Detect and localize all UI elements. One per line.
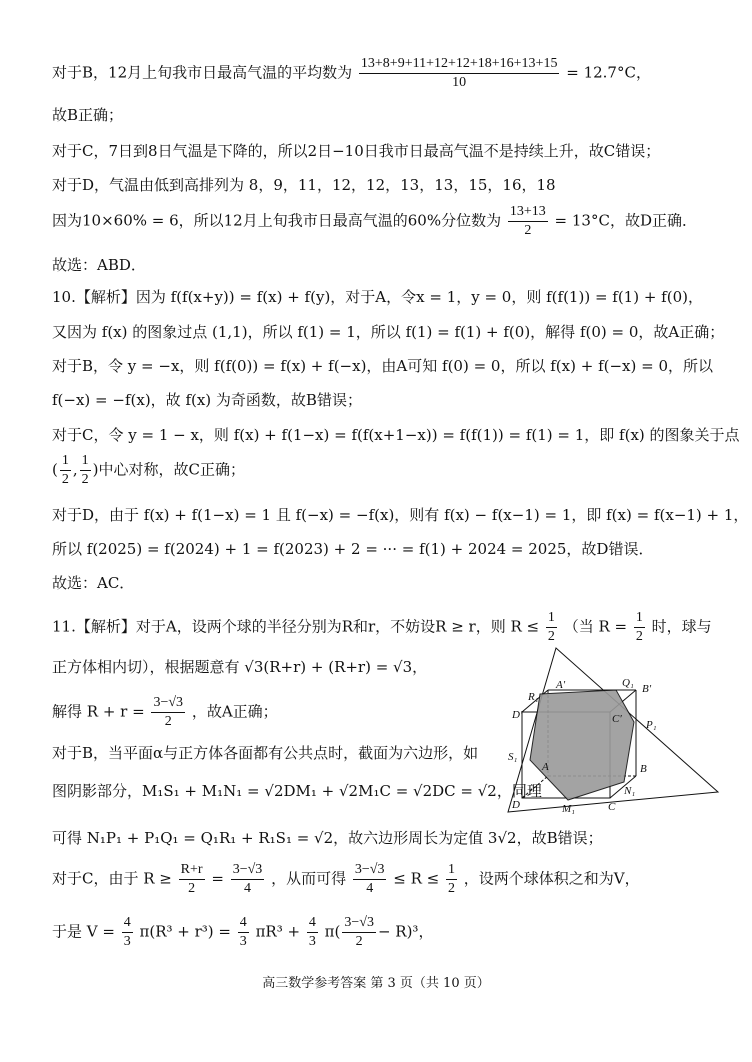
fraction: [60, 452, 71, 489]
numerator: 4: [307, 914, 318, 933]
text-line: [52, 914, 433, 951]
numerator: 1: [546, 609, 557, 628]
denominator: 2: [547, 629, 555, 644]
fraction: [179, 861, 205, 898]
text-line: 所以 f(2025) = f(2024) + 1 = f(2023) + 2 = ··· = f(1) + 2024 = 2025，故D错误．: [52, 540, 654, 558]
label-S1: S₁: [508, 751, 518, 763]
denominator: 4: [366, 881, 374, 896]
text-line: 对于C，令 y = 1 − x，则 f(x) + f(1−x) = f(f(x+1−x)) = f(f(1)) = f(1) = 1，即 f(x) 的图象关于点: [52, 426, 740, 444]
denominator: 2: [188, 881, 196, 896]
text: ，设两个球体积之和为V，: [463, 869, 640, 888]
denominator: 2: [355, 934, 363, 949]
fraction: [122, 914, 133, 951]
numerator: 1: [60, 452, 71, 471]
text: 11.【解析】对于A，设两个球的半径分别为R和r，不妨设R ≥ r，则 R ≤: [52, 617, 540, 636]
text: ≤ R ≤: [393, 869, 440, 888]
numerator: 13+13: [508, 203, 548, 222]
denominator: 4: [244, 881, 252, 896]
text-line: 正方体相内切），根据题意有 √3(R+r) + (R+r) = √3，: [52, 658, 428, 676]
text-line: 对于D，由于 f(x) + f(1−x) = 1 且 f(−x) = −f(x)，则有 f(x) − f(x−1) = 1，即 f(x) = f(x−1) + 1，: [52, 506, 749, 524]
fraction: [446, 861, 457, 898]
fraction: [353, 861, 387, 898]
text-line: 故B正确；: [52, 106, 124, 124]
denominator: 2: [61, 472, 69, 487]
fraction: [508, 203, 548, 240]
numerator: 3−√3: [231, 861, 265, 880]
denominator: 3: [123, 934, 131, 949]
text: ，从而可得: [271, 869, 347, 888]
text: 时，球与: [651, 617, 712, 636]
numerator: 4: [238, 914, 249, 933]
fraction: [546, 609, 557, 646]
hexagon-section: [530, 690, 634, 800]
denominator: 2: [164, 714, 172, 729]
text-line: 对于C，7日到8日气温是下降的，所以2日−10日我市日最高气温不是持续上升，故C错误；: [52, 142, 661, 160]
denominator: 3: [308, 934, 316, 949]
text: 因为10×60% = 6，所以12月上旬我市日最高气温的60%分位数为: [52, 211, 502, 230]
numerator: R+r: [179, 861, 205, 880]
text-line: 对于D，气温由低到高排列为 8，9，11，12，12，13，13，15，16，18: [52, 176, 556, 194]
numerator: 1: [634, 609, 645, 628]
text-line: 故选：ABD．: [52, 256, 146, 274]
label-C: C: [608, 801, 616, 813]
page-footer: 高三数学参考答案 第 3 页（共 10 页）: [262, 976, 490, 991]
text-line: [52, 861, 640, 898]
numerator: 13+8+9+11+12+12+18+16+13+15: [359, 55, 560, 74]
label-D: D: [512, 799, 520, 811]
text-line: 对于B，令 y = −x，则 f(f(0)) = f(x) + f(−x)，由A可知 f(0) = 0，所以 f(x) + f(−x) = 0，所以: [52, 357, 713, 375]
text-line: [52, 694, 278, 731]
text: =: [211, 869, 224, 888]
numerator: 1: [80, 452, 91, 471]
denominator: 2: [448, 881, 456, 896]
text-line: 对于B，当平面α与正方体各面都有公共点时，截面为六边形，如: [52, 744, 479, 762]
fraction: [80, 452, 91, 489]
numerator: 3−√3: [353, 861, 387, 880]
text: = 13°C，故D正确．: [554, 211, 697, 230]
text: πR³ +: [255, 922, 301, 941]
label-A1: A′: [556, 679, 566, 691]
numerator: 3−√3: [151, 694, 185, 713]
text-line: 10.【解析】因为 f(f(x+y)) = f(x) + f(y)，对于A，令x = 1，y = 0，则 f(f(1)) = f(1) + f(0)，: [52, 288, 703, 306]
label-B: B: [640, 763, 647, 775]
label-Q1: Q₁: [622, 677, 634, 689]
denominator: 2: [524, 223, 532, 238]
label-A: A: [542, 761, 549, 773]
text-line: 又因为 f(x) 的图象过点 (1,1)，所以 f(1) = 1，所以 f(1) = f(1) + f(0)，解得 f(0) = 0，故A正确；: [52, 323, 725, 341]
text-line: [52, 609, 712, 646]
text-line: 图阴影部分，M₁S₁ + M₁N₁ = √2DM₁ + √2M₁C = √2DC = √2，同理: [52, 782, 542, 800]
denominator: 10: [452, 75, 467, 90]
text: )中心对称，故C正确；: [92, 460, 245, 479]
numerator: 1: [446, 861, 457, 880]
label-D1: D′: [512, 709, 523, 721]
text: （当 R =: [563, 617, 628, 636]
label-M1: M₁: [562, 803, 575, 814]
cube-section-figure: [496, 642, 722, 814]
text: 于是 V =: [52, 922, 115, 941]
text-line: [52, 203, 697, 240]
label-R1: R₁: [528, 691, 539, 703]
fraction: [342, 914, 376, 951]
fraction: [634, 609, 645, 646]
text: π(R³ + r³) =: [139, 922, 231, 941]
denominator: 2: [81, 472, 89, 487]
text: 对于B，12月上旬我市日最高气温的平均数为: [52, 63, 353, 82]
label-B1: B′: [642, 683, 652, 695]
fraction: [231, 861, 265, 898]
fraction: [238, 914, 249, 951]
text: 解得 R + r =: [52, 702, 145, 721]
cube-hidden-edge: [522, 776, 548, 798]
fraction: [307, 914, 318, 951]
text: ，故A正确；: [191, 702, 278, 721]
text: 对于C，由于 R ≥: [52, 869, 172, 888]
text: (: [52, 460, 58, 479]
numerator: 3−√3: [342, 914, 376, 933]
text-line: f(−x) = −f(x)，故 f(x) 为奇函数，故B错误；: [52, 391, 362, 409]
label-N1: N₁: [624, 785, 636, 797]
text-line: 故选：AC．: [52, 574, 135, 592]
text: π(: [324, 922, 341, 941]
text: − R)³，: [377, 922, 434, 941]
text-line: ( $\frac{1}{2}$ , $\frac{1}{2}$ )中心对称，故C正确；: [52, 453, 245, 487]
text-line: [52, 55, 651, 92]
label-C1: C′: [612, 713, 622, 725]
denominator: 2: [635, 629, 643, 644]
text: = 12.7°C，: [566, 63, 651, 82]
fraction: [359, 55, 560, 92]
fraction: [151, 694, 185, 731]
denominator: 3: [239, 934, 247, 949]
text-line: 可得 N₁P₁ + P₁Q₁ = Q₁R₁ + R₁S₁ = √2，故六边形周长为定值 3√2，故B错误；: [52, 829, 603, 847]
numerator: 4: [122, 914, 133, 933]
label-P1: P₁: [646, 719, 657, 731]
